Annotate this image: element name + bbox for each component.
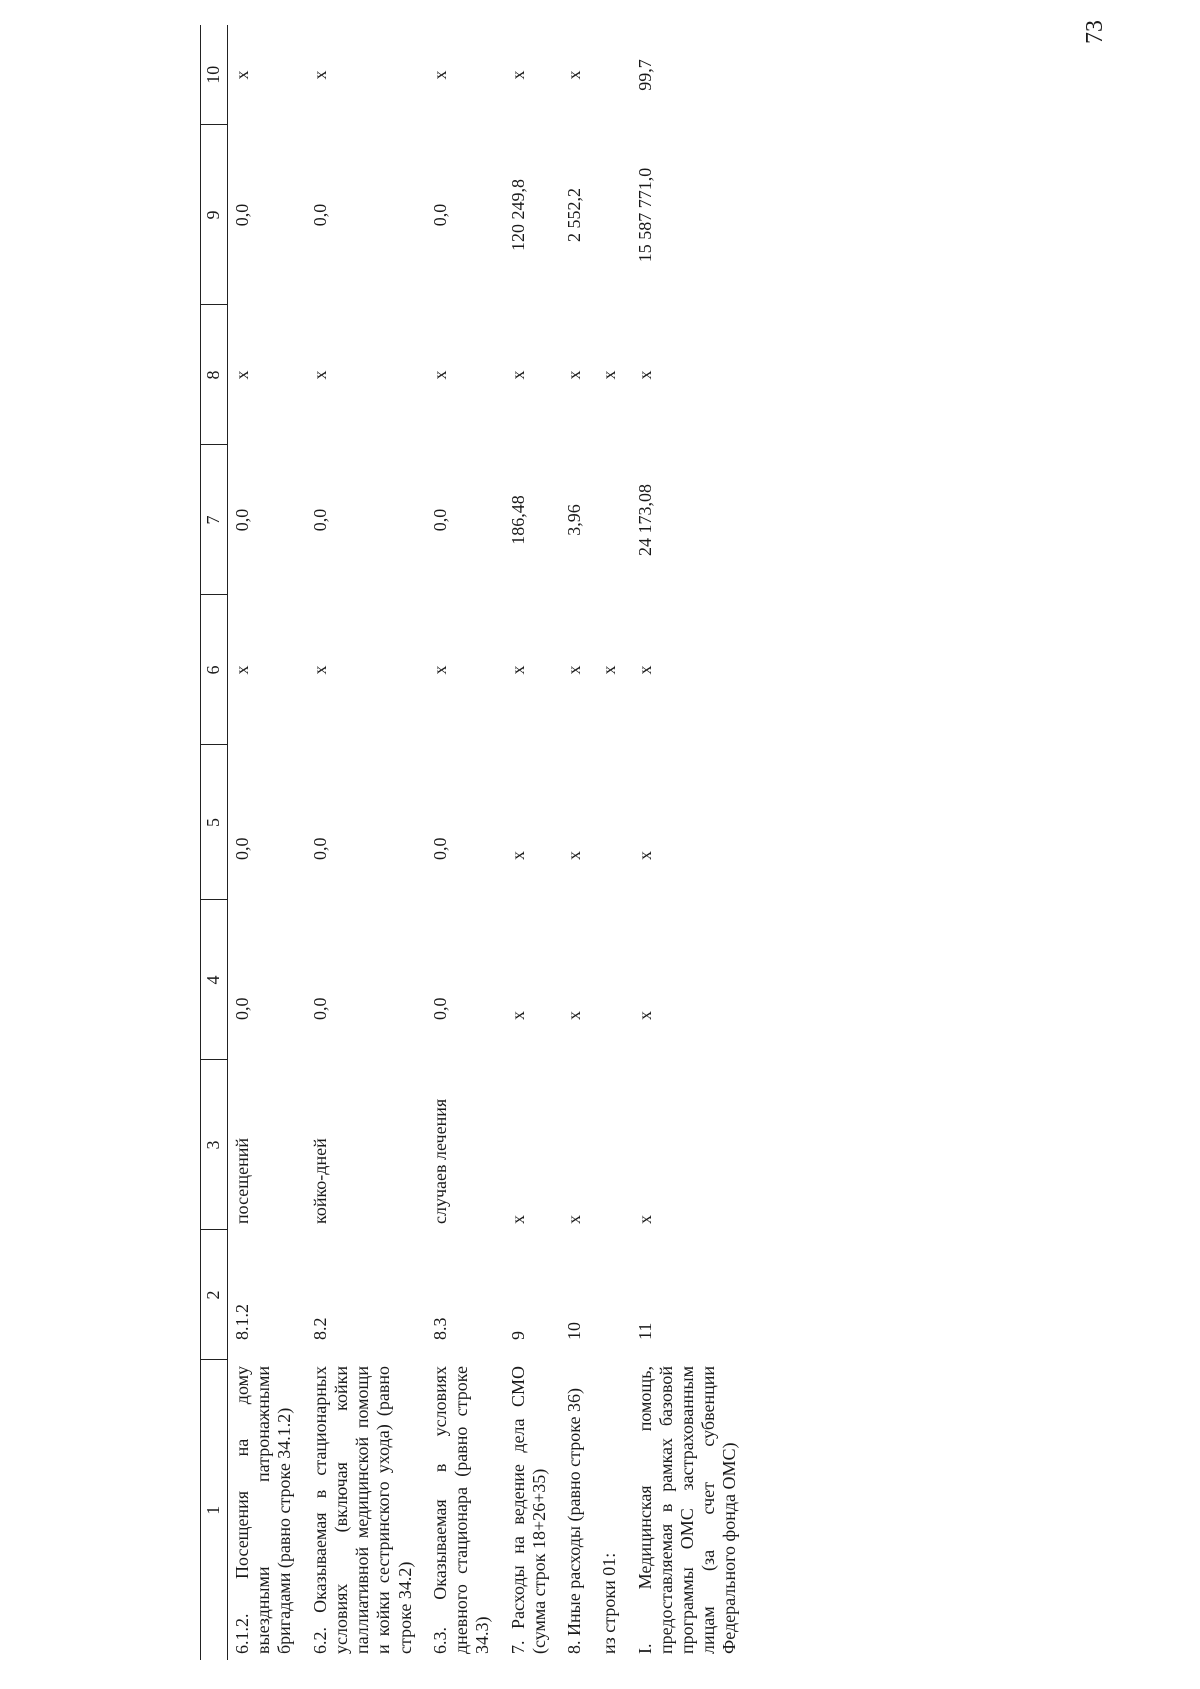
cell-col5: 0,0 [232, 837, 252, 860]
cell-col4: х [564, 1011, 585, 1020]
cell-col9: 2 552,2 [564, 188, 585, 242]
cell-col5: х [634, 851, 655, 860]
cell-col9: 0,0 [429, 203, 450, 227]
cell-col8: х [564, 370, 585, 380]
cell-col10: х [429, 70, 450, 80]
cell-col6: х [429, 665, 450, 675]
cell-col8: х [309, 370, 330, 380]
table-container [200, 25, 960, 1660]
cell-col8: х [232, 370, 252, 380]
row-unit: х [564, 1215, 585, 1224]
row-code: 8.2 [309, 1317, 330, 1340]
table-row [504, 25, 560, 1660]
row-name: 6.3. Оказываемая в условиях дневного стационара (равно строке 34.3) [429, 1366, 493, 1654]
financing-table [200, 25, 751, 1660]
table-row [595, 25, 630, 1660]
page-number: 73 [1082, 20, 1108, 44]
column-header: 9 [201, 125, 228, 305]
row-name: 6.2. Оказываемая в стационарных условиях (включая койки паллиативной медицинской помощи и койки сестринского ухода) (равно строке 34.2) [309, 1366, 415, 1654]
cell-col4: х [634, 1011, 655, 1020]
cell-col8: х [599, 370, 620, 380]
cell-col4: х [507, 1011, 528, 1020]
row-code: 8.1.2 [232, 1304, 252, 1340]
row-code: 8.3 [429, 1317, 450, 1340]
row-name: 6.1.2. Посещения на дому выездными патронажными бригадами (равно строке 34.1.2) [232, 1366, 295, 1654]
row-code: 10 [564, 1322, 585, 1340]
cell-col7: 0,0 [309, 508, 330, 532]
cell-col7 [595, 445, 630, 595]
header-row [201, 25, 228, 1660]
table-row [228, 25, 306, 1660]
cell-col5: 0,0 [429, 837, 450, 860]
table-row [631, 25, 751, 1660]
column-header: 1 [201, 1360, 228, 1660]
table-row [426, 25, 504, 1660]
cell-col10: х [564, 70, 585, 80]
cell-col9: 120 249,8 [507, 179, 528, 251]
cell-col9: 0,0 [309, 203, 330, 227]
cell-col6: х [232, 665, 252, 675]
cell-col10: х [232, 70, 252, 80]
cell-col4: 0,0 [309, 997, 330, 1020]
cell-col6: х [309, 665, 330, 675]
cell-col5: х [564, 851, 585, 860]
row-code: 11 [634, 1322, 655, 1340]
column-header: 10 [201, 25, 228, 125]
cell-col7: 0,0 [429, 508, 450, 532]
column-header: 5 [201, 745, 228, 900]
column-header: 4 [201, 900, 228, 1060]
row-unit: посещений [232, 1137, 252, 1224]
cell-col9: 0,0 [232, 203, 252, 227]
cell-col6: х [599, 665, 620, 675]
cell-col7: 3,96 [564, 504, 585, 536]
cell-col5: 0,0 [309, 837, 330, 860]
row-unit: случаев лечения [429, 1098, 450, 1224]
cell-col10: х [507, 70, 528, 80]
cell-col10: х [309, 70, 330, 80]
cell-col8: х [507, 370, 528, 380]
cell-col9: 15 587 771,0 [634, 167, 655, 263]
cell-col6: х [634, 665, 655, 675]
column-header: 8 [201, 305, 228, 445]
row-code: 9 [507, 1331, 528, 1340]
row-name: 7. Расходы на ведение дела СМО (сумма строк 18+26+35) [507, 1366, 549, 1654]
row-unit [595, 1060, 630, 1230]
row-unit: койко-дней [309, 1138, 330, 1224]
column-header: 7 [201, 445, 228, 595]
table-row [306, 25, 426, 1660]
cell-col7: 24 173,08 [634, 484, 655, 556]
cell-col4: 0,0 [429, 997, 450, 1020]
cell-col5: х [507, 851, 528, 860]
cell-col4 [595, 900, 630, 1060]
cell-col8: х [429, 370, 450, 380]
table-row [560, 25, 595, 1660]
cell-col8: х [634, 370, 655, 380]
row-name: из строки 01: [599, 1552, 620, 1654]
column-header: 6 [201, 595, 228, 745]
cell-col5 [595, 745, 630, 900]
column-header: 2 [201, 1230, 228, 1360]
cell-col6: х [564, 665, 585, 675]
column-header: 3 [201, 1060, 228, 1230]
cell-col4: 0,0 [232, 997, 252, 1020]
row-name: I. Медицинская помощь, предоставляемая в рамках базовой программы ОМС застрахованным лицам (за счет субвенции Федерального фонда ОМС) [634, 1366, 740, 1654]
row-code [595, 1230, 630, 1360]
cell-col7: 0,0 [232, 508, 252, 532]
cell-col10 [595, 25, 630, 125]
row-unit: х [634, 1215, 655, 1224]
cell-col6: х [507, 665, 528, 675]
row-name: 8. Иные расходы (равно строке 36) [564, 1388, 585, 1654]
cell-col9 [595, 125, 630, 305]
cell-col7: 186,48 [507, 495, 528, 545]
cell-col10: 99,7 [634, 59, 655, 91]
row-unit: х [507, 1215, 528, 1224]
